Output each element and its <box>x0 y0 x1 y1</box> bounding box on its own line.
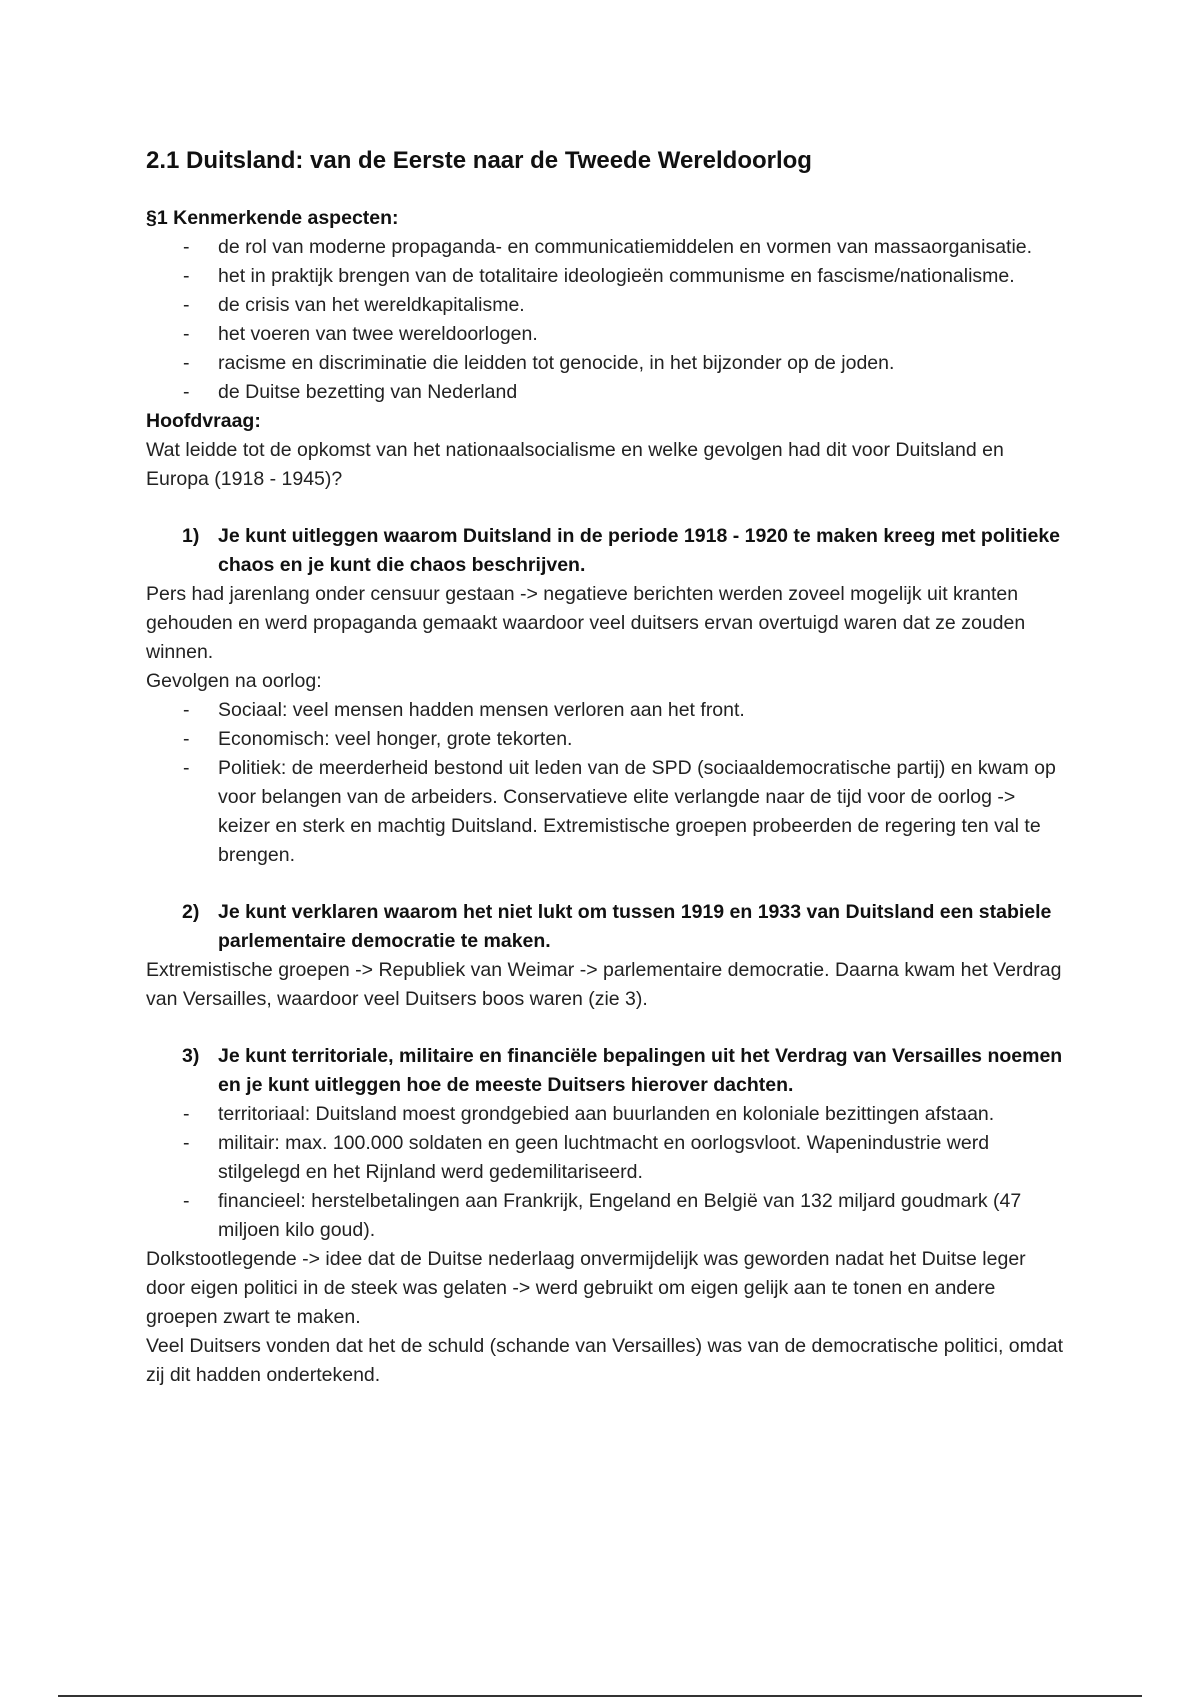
treaty-provisions-list <box>146 1100 1066 1245</box>
page-title: 2.1 Duitsland: van de Eerste naar de Tweede Wereldoorlog <box>146 147 812 174</box>
list-item: - financieel: herstelbetalingen aan Frankrijk, Engeland en België van 132 miljard goudmark (47 miljoen kilo goud). <box>218 1187 1066 1245</box>
list-item: - Politiek: de meerderheid bestond uit leden van de SPD (sociaaldemocratische partij) en kwam op voor belangen van de arbeiders. Conservatieve elite verlangde naar de tijd voor de oorlog -> keizer en sterk en machtig Duitsland. Extremistische groepen probeerden de regering ten val te brengen. <box>218 754 1066 870</box>
list-item: - het in praktijk brengen van de totalitaire ideologieën communisme en fascisme/nationalisme. <box>218 262 1066 291</box>
paragraph: Veel Duitsers vonden dat het de schuld (schande van Versailles) was van de democratische politici, omdat zij dit hadden ondertekend. <box>146 1335 1064 1386</box>
question-2 <box>146 898 1066 956</box>
question-1 <box>146 522 1066 580</box>
question-text: Je kunt territoriale, militaire en financiële bepalingen uit het Verdrag van Versailles noemen en je kunt uitleggen hoe de meeste Duitsers hierover dachten. <box>218 1045 1063 1096</box>
list-item: - de crisis van het wereldkapitalisme. <box>218 291 1066 320</box>
main-question-heading: Hoofdvraag: <box>146 410 261 432</box>
subheading: Gevolgen na oorlog: <box>146 670 322 692</box>
list-item: - de Duitse bezetting van Nederland <box>218 378 1066 407</box>
list-item: - territoriaal: Duitsland moest grondgebied aan buurlanden en koloniale bezittingen afstaan. <box>218 1100 1066 1129</box>
consequences-list <box>146 696 1066 870</box>
question-number: 3) <box>182 1045 200 1067</box>
document-page <box>146 144 1066 1390</box>
list-item: - militair: max. 100.000 soldaten en geen luchtmacht en oorlogsvloot. Wapenindustrie werd stilgelegd en het Rijnland werd gedemilitariseerd. <box>218 1129 1066 1187</box>
list-item: - Sociaal: veel mensen hadden mensen verloren aan het front. <box>218 696 1066 725</box>
question-text: Je kunt verklaren waarom het niet lukt om tussen 1919 en 1933 van Duitsland een stabiele parlementaire democratie te maken. <box>218 901 1052 952</box>
question-number: 1) <box>182 525 200 547</box>
paragraph: Extremistische groepen -> Republiek van Weimar -> parlementaire democratie. Daarna kwam het Verdrag van Versailles, waardoor veel Duitsers boos waren (zie 3). <box>146 959 1062 1010</box>
question-number: 2) <box>182 901 200 923</box>
aspects-list <box>146 233 1066 407</box>
list-item: - racisme en discriminatie die leidden tot genocide, in het bijzonder op de joden. <box>218 349 1066 378</box>
list-item: - Economisch: veel honger, grote tekorten. <box>218 725 1066 754</box>
main-question-text: Wat leidde tot de opkomst van het nationaalsocialisme en welke gevolgen had dit voor Duitsland en Europa (1918 - 1945)? <box>146 439 1004 490</box>
list-item: - de rol van moderne propaganda- en communicatiemiddelen en vormen van massaorganisatie. <box>218 233 1066 262</box>
question-text: Je kunt uitleggen waarom Duitsland in de periode 1918 - 1920 te maken kreeg met politieke chaos en je kunt die chaos beschrijven. <box>218 525 1061 576</box>
list-item: - het voeren van twee wereldoorlogen. <box>218 320 1066 349</box>
paragraph: Dolkstootlegende -> idee dat de Duitse nederlaag onvermijdelijk was geworden nadat het Duitse leger door eigen politici in de steek was gelaten -> werd gebruikt om eigen gelijk aan te tonen en andere groepen zwart te maken. <box>146 1248 1026 1328</box>
footer-divider <box>58 1695 1142 1697</box>
paragraph: Pers had jarenlang onder censuur gestaan -> negatieve berichten werden zoveel mogelijk uit kranten gehouden en werd propaganda gemaakt waardoor veel duitsers ervan overtuigd waren dat ze zouden winnen. <box>146 583 1026 663</box>
question-3 <box>146 1042 1066 1100</box>
section-heading: §1 Kenmerkende aspecten: <box>146 207 399 229</box>
